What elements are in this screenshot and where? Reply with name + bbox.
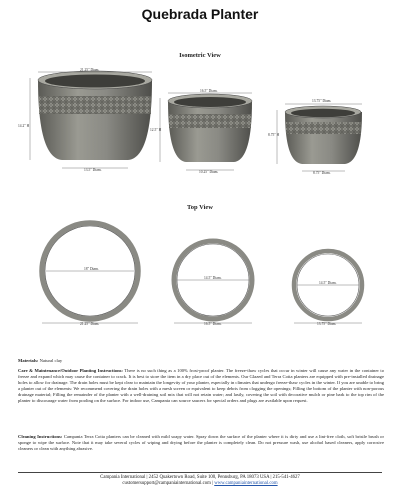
footer-divider <box>18 472 382 473</box>
small-inner-diameter: 14.5" Diam. <box>319 281 337 285</box>
small-top-diameter: 13.75" Diam. <box>312 99 332 103</box>
medium-height: 12.5" H <box>150 128 162 132</box>
cleaning-label: Cleaning Instructions: <box>18 434 63 439</box>
large-planter-iso <box>38 71 152 160</box>
care-text: There is no such thing as a 100% frost-proof planter. The freeze-thaw cycles that occur in winter will cause any water in the container to freeze and expand which may cause the container to crack. It is best to store the item in a dry place out of the elements. Our Glazed and Terra Cotta planters are equipped with pre-installed drainage holes to allow for drainage. The drain holes must be kept clear to maintain the longevity of your planter, especially in climates that undergo freeze-thaw cycles in the winter. If you are unable to bring a planter out of the elements: We recommend covering the drain holes with a mesh screen or equivalent to keep debris from clogging the openings; Filling the bottom of the planter with non-porous drainage material; Filling the remainder of the planter with a well-draining soil mix that will not retain water; and lastly, covering the soil with decorative mulch or pine bark to the top rim of the planter to discourage water from pooling on the surface. For indoor use, Campania can source saucers for special orders and plugs are available upon request. <box>18 368 384 403</box>
footer-contact <box>0 481 400 487</box>
cleaning-paragraph <box>18 434 384 452</box>
small-outer-diameter: 13.75" Diam. <box>317 322 337 326</box>
large-outer-diameter: 21.25" Diam. <box>80 322 100 326</box>
large-bottom-diameter: 13.5" Diam. <box>84 168 102 172</box>
large-inner-diameter: 18" Diam. <box>84 267 99 271</box>
large-height: 14.2" H <box>18 124 30 128</box>
care-label: Care & Maintenance/Outdoor Planting Instructions: <box>18 368 123 373</box>
medium-inner-diameter: 14.5" Diam. <box>204 276 222 280</box>
care-paragraph <box>18 368 384 404</box>
cleaning-text: Campania Terra Cotta planters can be cleaned with mild soapy water. Spray down the surface of the planter where it is dirty and use a lint-free cloth, soft bristle brush or sponge to wipe the surface. Note that it may take several cycles of wiping and drying before the planter is completely clean. Do not pressure wash, use alcohol based cleaners, apply corrosive cleaners or clean with anything abrasive. <box>18 434 384 451</box>
medium-outer-diameter: 16.5" Diam. <box>204 322 222 326</box>
materials-label: Materials: <box>18 358 39 363</box>
footer <box>0 475 400 487</box>
small-height: 8.75" H <box>268 133 280 137</box>
materials-value: Natural clay <box>39 358 63 363</box>
footer-address: Campania International | 2452 Quakertown Road, Suite 100, Pennsburg, PA 18073 USA | 215-541-4627 <box>100 475 300 480</box>
small-planter-iso <box>285 106 362 164</box>
footer-separator: | <box>210 481 215 486</box>
footer-email-link[interactable]: customersupport@campaniainternational.com <box>122 481 211 486</box>
medium-planter-iso <box>168 94 252 162</box>
isometric-view-heading: Isometric View <box>179 52 221 59</box>
medium-top-diameter: 16.5" Diam. <box>200 89 218 93</box>
footer-website-link[interactable]: www.campaniainternational.com <box>214 481 278 486</box>
small-bottom-diameter: 8.75" Diam. <box>313 171 331 175</box>
top-view-heading: Top View <box>187 204 213 211</box>
page-title: Quebrada Planter <box>141 6 259 22</box>
materials-paragraph <box>18 358 384 364</box>
large-top-diameter: 21.25" Diam. <box>80 68 100 72</box>
medium-bottom-diameter: 10.25" Diam. <box>199 170 219 174</box>
